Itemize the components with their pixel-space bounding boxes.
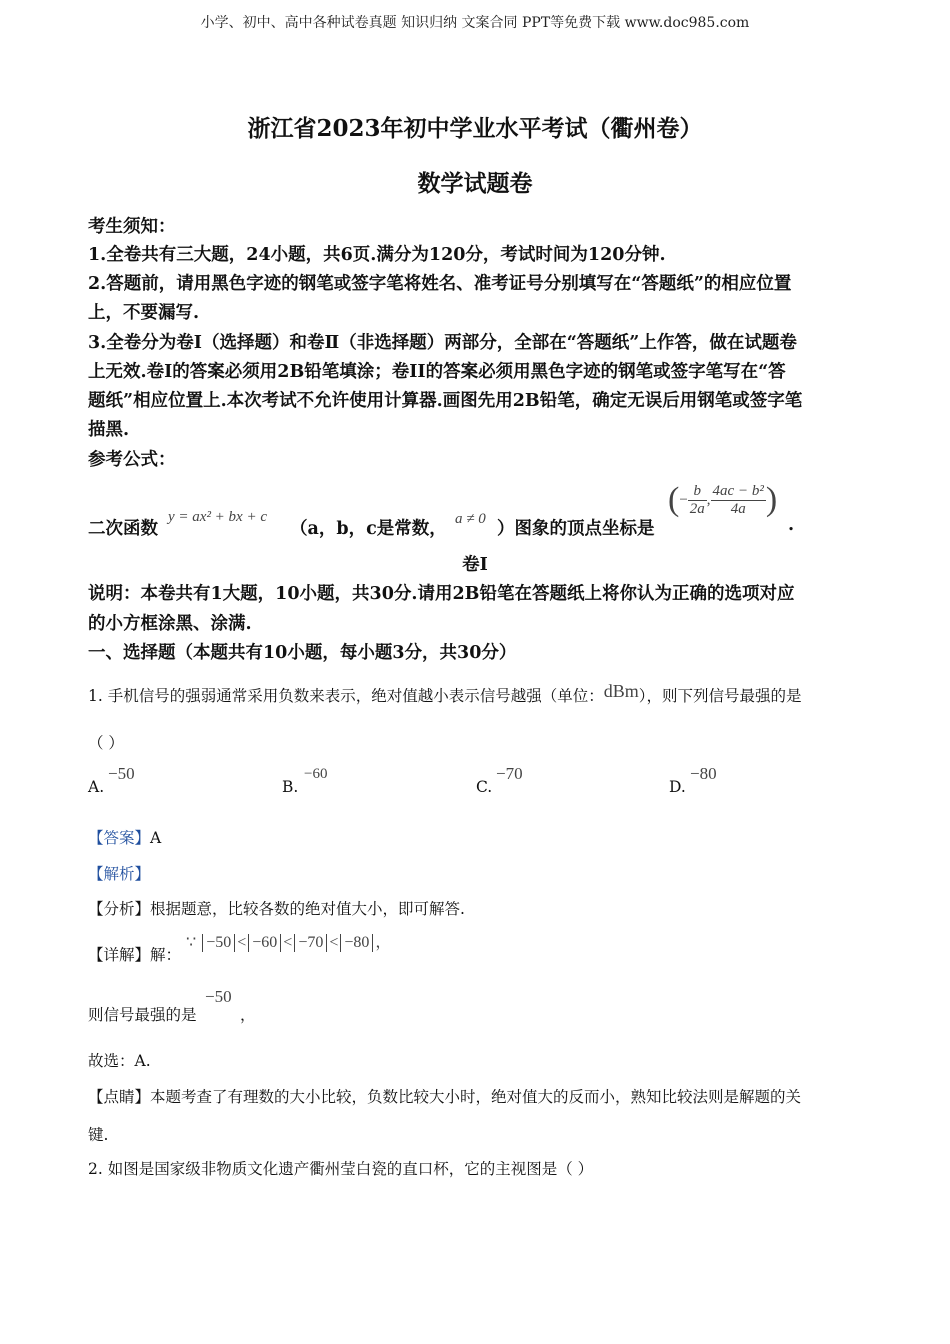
q1-analysis: 【分析】根据题意，比较各数的绝对值大小，即可解答. bbox=[88, 900, 465, 918]
q1-stem-b: ），则下列信号最强的是 bbox=[638, 687, 802, 705]
analysis-tag: 【解析】 bbox=[88, 865, 151, 883]
detail-tag: 【详解】解： bbox=[88, 946, 182, 964]
formula-mid2: ）图象的顶点坐标是 bbox=[497, 519, 655, 539]
abs-value-1: −50 bbox=[202, 934, 235, 952]
section-label: 卷Ⅰ bbox=[462, 555, 488, 575]
notice-line-3c: 题纸”相应位置上.本次考试不允许使用计算器.画图先用2B铅笔，确定无误后用钢笔或签字笔 bbox=[88, 391, 803, 411]
vertex-y-numerator: 4ac − b² bbox=[712, 482, 764, 499]
abs-value-2: −60 bbox=[248, 934, 281, 952]
q1-comment-a: 【点睛】本题考查了有理数的大小比较，负数比较大小时，绝对值大的反而小，熟知比较法则是解题的关 bbox=[88, 1088, 802, 1106]
lt-symbol-1: < bbox=[237, 934, 247, 951]
q1-comment-b: 键. bbox=[88, 1126, 109, 1144]
q1-option-b-value: −60 bbox=[304, 766, 328, 782]
abs-inequality bbox=[186, 929, 391, 952]
q1-conclusion-comma: ， bbox=[240, 1006, 256, 1024]
notice-heading: 考生须知： bbox=[88, 217, 176, 237]
q1-option-a-value: −50 bbox=[108, 764, 135, 783]
formula-function: y = ax² + bx + c bbox=[168, 509, 267, 525]
q1-conclusion-value: −50 bbox=[205, 987, 232, 1006]
q1-conclusion: 则信号最强的是 bbox=[88, 1006, 197, 1024]
q1-choose: 故选：A. bbox=[88, 1052, 151, 1070]
q1-option-d-value: −80 bbox=[690, 764, 717, 783]
abs-value-3: −70 bbox=[294, 934, 327, 952]
q1-option-c-value: −70 bbox=[496, 764, 523, 783]
section-desc-a: 说明：本卷共有1大题，10小题，共30分.请用2B铅笔在答题纸上将你认为正确的选项对应 bbox=[88, 584, 795, 604]
notice-line-3d: 描黑. bbox=[88, 420, 130, 440]
q1-option-a-letter[interactable]: A. bbox=[88, 778, 105, 796]
vertex-x-denominator: 2a bbox=[689, 500, 705, 517]
lt-symbol-2: < bbox=[283, 934, 293, 951]
vertex-x-fraction bbox=[688, 483, 707, 518]
vertex-y-denominator: 4a bbox=[730, 500, 746, 517]
section-part-title: 一、选择题（本题共有10小题，每小题3分，共30分） bbox=[88, 643, 517, 663]
formula-prefix: 二次函数 bbox=[88, 519, 158, 539]
q1-option-c-letter[interactable]: C. bbox=[476, 778, 493, 796]
answer-value: A bbox=[150, 829, 162, 847]
q1-option-b-letter[interactable]: B. bbox=[282, 778, 299, 796]
exam-title: 浙江省2023年初中学业水平考试（衢州卷） bbox=[247, 115, 703, 142]
formula-end: . bbox=[788, 515, 795, 535]
formula-mid: （a，b，c是常数， bbox=[290, 519, 447, 539]
lt-symbol-3: < bbox=[329, 934, 339, 951]
vertex-y-fraction bbox=[711, 483, 766, 518]
q2-stem: 2. 如图是国家级非物质文化遗产衢州莹白瓷的直口杯，它的主视图是（ ） bbox=[88, 1160, 594, 1178]
right-paren: ) bbox=[765, 481, 778, 518]
notice-line-3b: 上无效.卷Ⅰ的答案必须用2B铅笔填涂；卷II的答案必须用黑色字迹的钢笔或签字笔写在“答 bbox=[88, 362, 786, 382]
section-desc-b: 的小方框涂黑、涂满. bbox=[88, 614, 252, 634]
q1-unit: dBm bbox=[603, 681, 639, 701]
vertex-x-numerator: b bbox=[688, 483, 707, 501]
q1-answer bbox=[88, 826, 161, 848]
q1-stem bbox=[88, 681, 802, 706]
notice-line-2a: 2.答题前，请用黑色字迹的钢笔或签字笔将姓名、准考证号分别填写在“答题纸”的相应位置 bbox=[88, 274, 792, 294]
page-header: 小学、初中、高中各种试卷真题 知识归纳 文案合同 PPT等免费下载 www.doc985.com bbox=[200, 15, 750, 31]
vertex-comma: , bbox=[706, 492, 711, 508]
detail-comma: ， bbox=[375, 934, 392, 951]
formula-heading: 参考公式： bbox=[88, 450, 176, 470]
formula-condition: a ≠ 0 bbox=[455, 511, 486, 527]
q1-paren: （ ） bbox=[88, 734, 124, 752]
answer-tag: 【答案】 bbox=[88, 829, 151, 847]
vertex-formula bbox=[668, 481, 777, 519]
abs-value-4: −80 bbox=[340, 934, 373, 952]
left-paren: ( bbox=[668, 481, 680, 518]
exam-subtitle: 数学试题卷 bbox=[417, 170, 533, 197]
q1-option-d-letter[interactable]: D. bbox=[669, 778, 686, 796]
notice-line-3a: 3.全卷分为卷Ⅰ（选择题）和卷Ⅱ（非选择题）两部分，全部在“答题纸”上作答，做在试题卷 bbox=[88, 333, 797, 353]
notice-line-2b: 上，不要漏写. bbox=[88, 303, 200, 323]
because-symbol: ∵ bbox=[186, 934, 197, 951]
minus-sign: − bbox=[679, 492, 688, 508]
q1-stem-a: 1. 手机信号的强弱通常采用负数来表示，绝对值越小表示信号越强（单位： bbox=[88, 687, 604, 705]
notice-line-1: 1.全卷共有三大题，24小题，共6页.满分为120分，考试时间为120分钟. bbox=[88, 245, 666, 265]
